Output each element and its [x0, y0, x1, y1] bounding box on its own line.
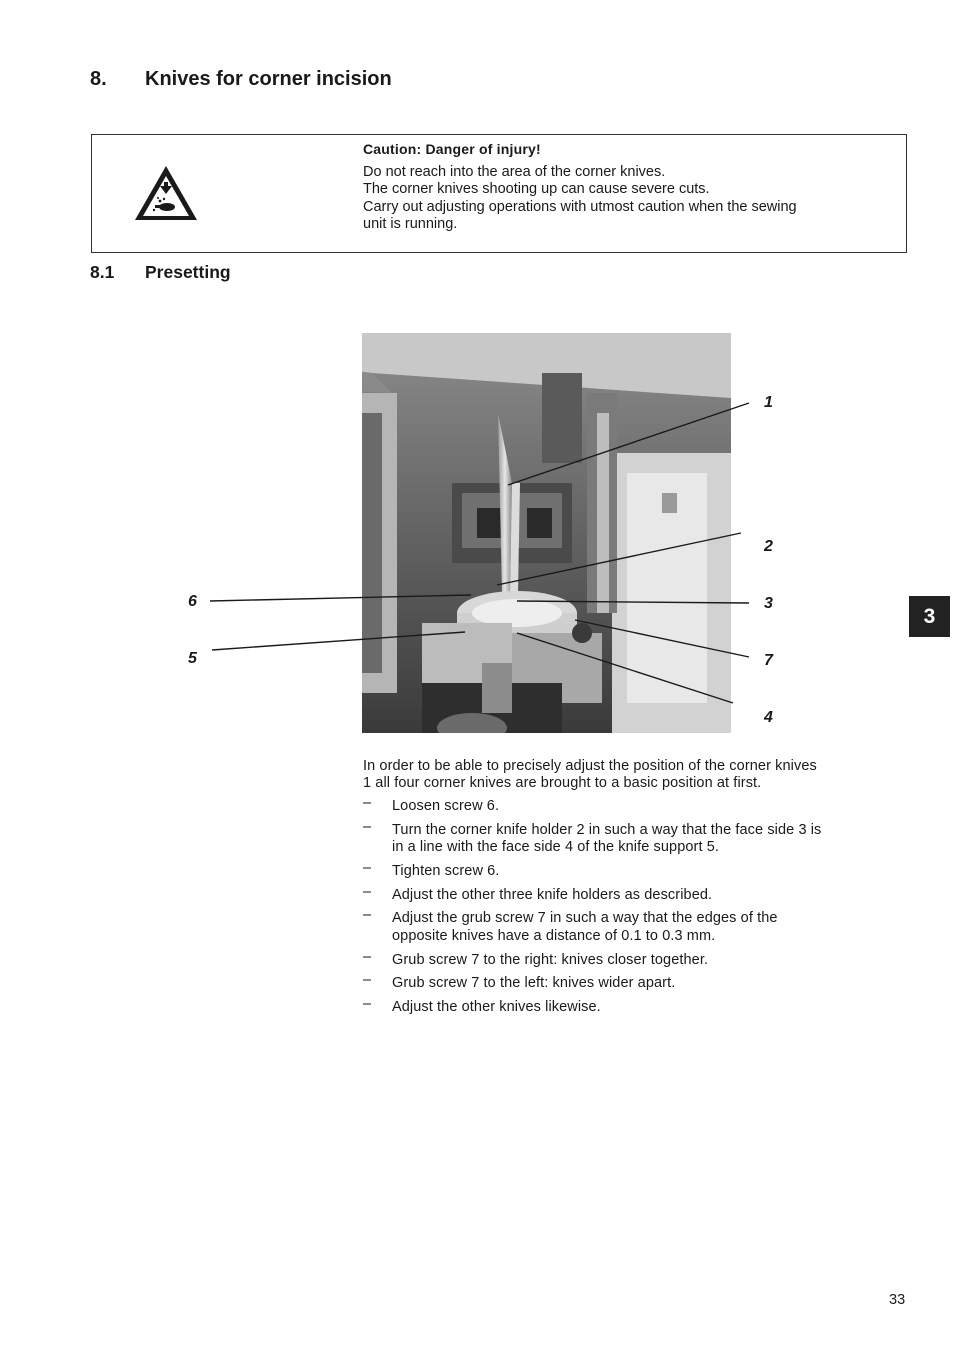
subsection-title: Presetting [145, 262, 231, 282]
section-title: Knives for corner incision [145, 68, 392, 90]
list-item [363, 907, 908, 945]
list-dash: – [363, 883, 372, 900]
list-item [363, 948, 908, 969]
figure-label-5: 5 [188, 650, 197, 667]
page-number: 33 [889, 1292, 906, 1308]
list-dash: – [363, 818, 372, 835]
caution-line: The corner knives shooting up can cause severe cuts. [363, 181, 710, 198]
list-dash: – [363, 972, 372, 989]
step-line: Tighten screw 6. [392, 862, 500, 879]
section-heading [90, 68, 392, 91]
step-line: in a line with the face side 4 of the knife support 5. [392, 839, 720, 856]
step-line: Grub screw 7 to the right: knives closer together. [392, 951, 709, 968]
intro-line: 1 all four corner knives are brought to a basic position at first. [363, 775, 762, 792]
step-line: Adjust the other knives likewise. [392, 999, 601, 1016]
step-line: Grub screw 7 to the left: knives wider apart. [392, 975, 676, 992]
step-line: Adjust the grub screw 7 in such a way that the edges of the [392, 910, 778, 927]
subsection-number: 8.1 [90, 262, 115, 282]
figure-label-3: 3 [764, 595, 773, 612]
figure-label-2: 2 [764, 538, 773, 555]
list-item [363, 883, 908, 904]
list-dash: – [363, 948, 372, 965]
list-item [363, 972, 908, 992]
caution-line: unit is running. [363, 215, 458, 232]
procedure-steps [363, 795, 908, 1023]
list-dash: – [363, 859, 372, 876]
figure-label-1: 1 [764, 394, 773, 411]
intro-paragraph [363, 758, 908, 793]
list-item [363, 859, 908, 880]
caution-text [363, 164, 893, 233]
step-line: Adjust the other three knife holders as described. [392, 886, 713, 903]
step-line: Turn the corner knife holder 2 in such a way that the face side 3 is [392, 821, 822, 838]
step-line: opposite knives have a distance of 0.1 to 0.3 mm. [392, 927, 716, 944]
list-dash: – [363, 907, 372, 924]
intro-line: In order to be able to precisely adjust the position of the corner knives [363, 758, 817, 774]
list-item [363, 996, 908, 1016]
corner-knives-photo [362, 333, 731, 733]
chapter-tab: 3 [909, 596, 950, 637]
caution-line: Carry out adjusting operations with utmost caution when the sewing [363, 198, 797, 215]
figure-label-4: 4 [764, 709, 773, 726]
caution-line: Do not reach into the area of the corner knives. [363, 164, 666, 180]
list-dash: – [363, 996, 372, 1013]
hand-injury-warning-icon [133, 164, 199, 222]
caution-title: Caution: Danger of injury! [363, 141, 541, 157]
list-dash: – [363, 795, 372, 811]
subsection-heading [90, 262, 231, 283]
list-item [363, 795, 908, 815]
section-number: 8. [90, 68, 107, 90]
step-line: Loosen screw 6. [392, 798, 500, 814]
figure-label-7: 7 [764, 652, 773, 669]
list-item [363, 818, 908, 857]
figure-label-6: 6 [188, 593, 197, 610]
